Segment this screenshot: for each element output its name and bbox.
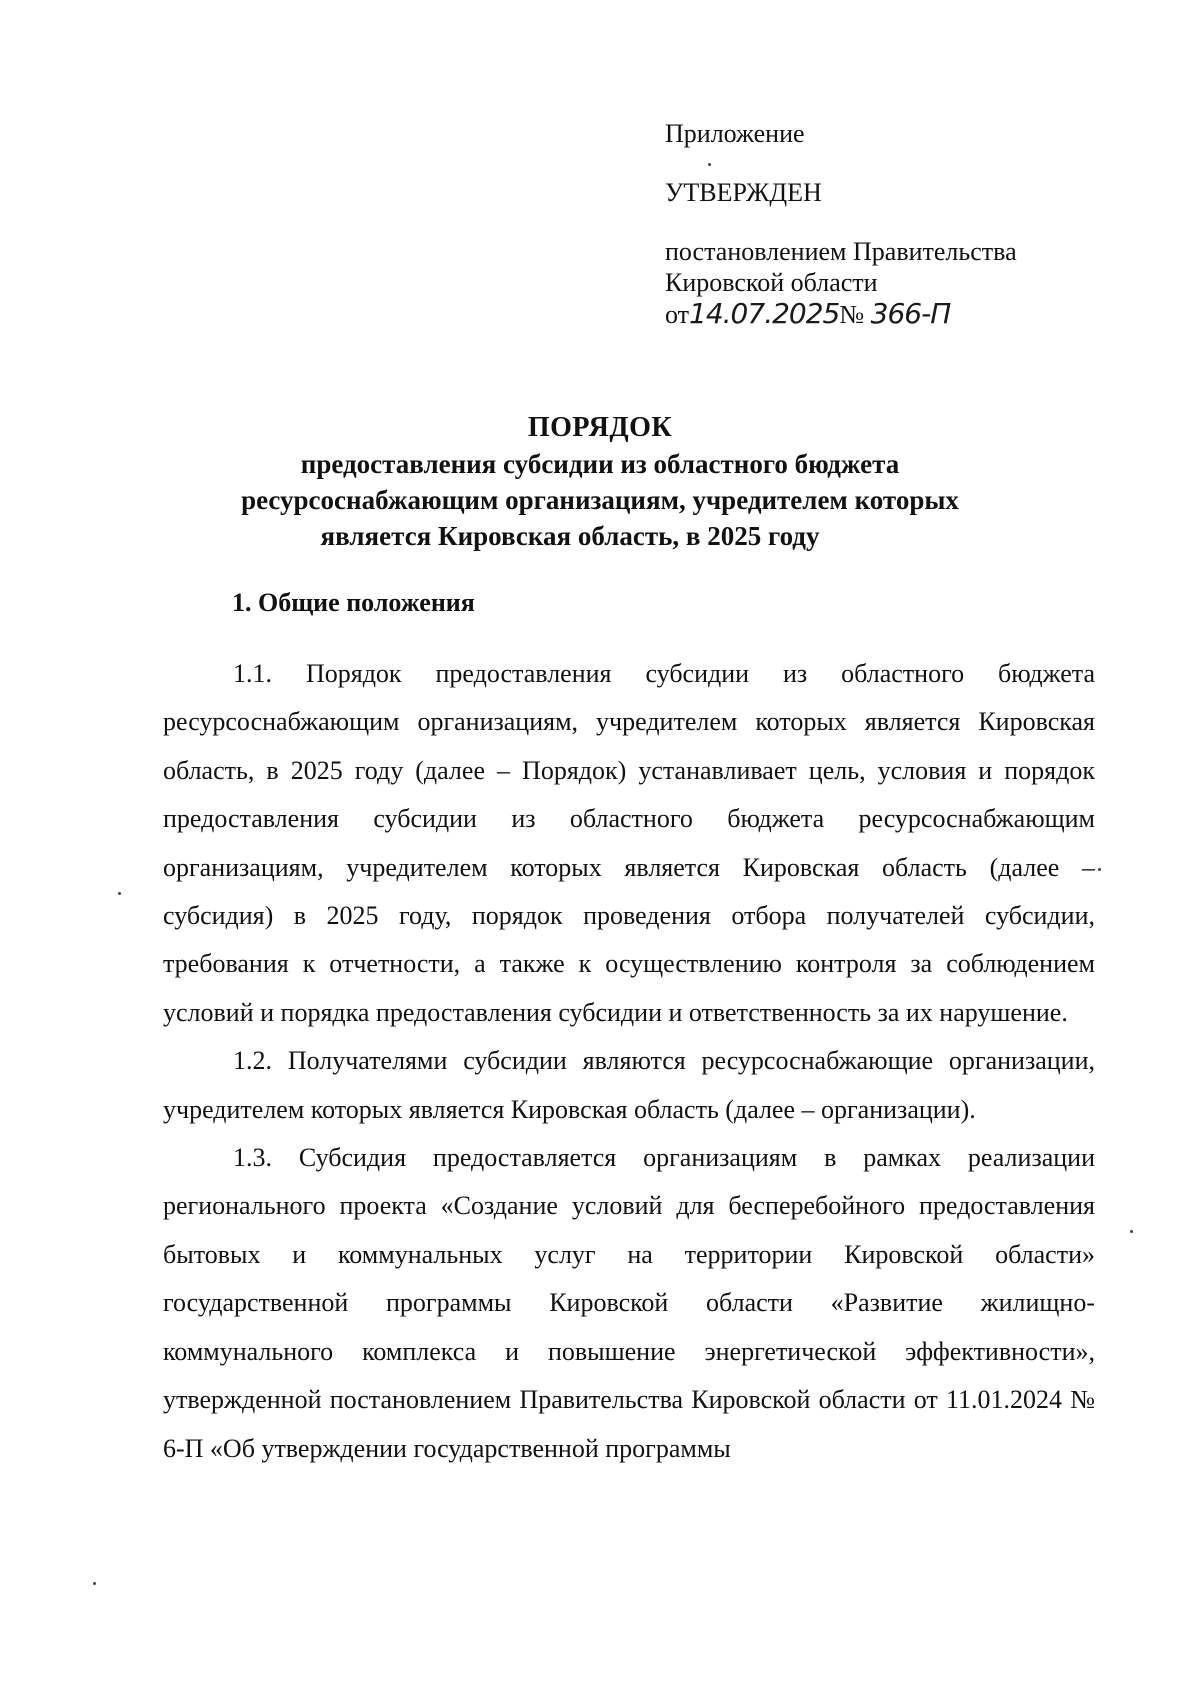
section-body <box>163 650 1095 1473</box>
decree-line-2: Кировской области <box>665 268 878 297</box>
decree-reference <box>665 236 1145 330</box>
appendix-label: Приложение <box>665 119 805 148</box>
document-title: ПОРЯДОК <box>527 412 673 443</box>
document-subtitle-line-3: является Кировская область, в 2025 году <box>320 521 820 551</box>
paragraph-1-3: 1.3. Субсидия предоставляется организациям в рамках реализации регионального проекта «Создание условий для бесперебойного предоставления бытовых и коммунальных услуг на территории Кировской области» государственной программы Кировской области «Развитие жилищно-коммунального комплекса и повышение энергетической эффективности», утвержденной постановлением Правительства Кировской области от 11.01.2024 № 6-П «Об утверждении государственной программы <box>163 1143 1095 1463</box>
scan-speck <box>118 892 121 895</box>
decree-line-1: постановлением Правительства <box>665 237 1017 266</box>
approval-block <box>665 118 1145 330</box>
scan-speck <box>93 1582 96 1585</box>
paragraph-1-2: 1.2. Получателями субсидии являются ресурсоснабжающие организации, учредителем которых является Кировская область (далее – организации). <box>163 1046 1095 1124</box>
document-subtitle-line-1: предоставления субсидии из областного бюджета <box>300 449 900 479</box>
decree-number-sign: № <box>839 300 865 329</box>
document-title-block <box>0 410 1200 554</box>
decree-date-number-line <box>665 298 1145 330</box>
decree-date-handwritten: 14.07.2025 <box>689 297 840 330</box>
decree-from-prefix: от <box>665 300 690 329</box>
decree-number-handwritten: 366-П <box>870 297 951 330</box>
section-heading: 1. Общие положения <box>232 588 475 617</box>
scan-speck <box>1130 1230 1133 1233</box>
scan-speck <box>708 163 711 166</box>
scan-speck <box>1098 868 1101 871</box>
approved-label: УТВЕРЖДЕН <box>665 178 822 207</box>
paragraph-1-1: 1.1. Порядок предоставления субсидии из областного бюджета ресурсоснабжающим организациям, учредителем которых является Кировская область, в 2025 году (далее – Порядок) устанавливает цель, условия и порядок предоставления субсидии из областного бюджета ресурсоснабжающим организациям, учредителем которых является Кировская область (далее – субсидия) в 2025 году, порядок проведения отбора получателей субсидии, требования к отчетности, а также к осуществлению контроля за соблюдением условий и порядка предоставления субсидии и ответственность за их нарушение. <box>163 659 1095 1027</box>
document-subtitle-line-2: ресурсоснабжающим организациям, учредителем которых <box>241 485 959 515</box>
